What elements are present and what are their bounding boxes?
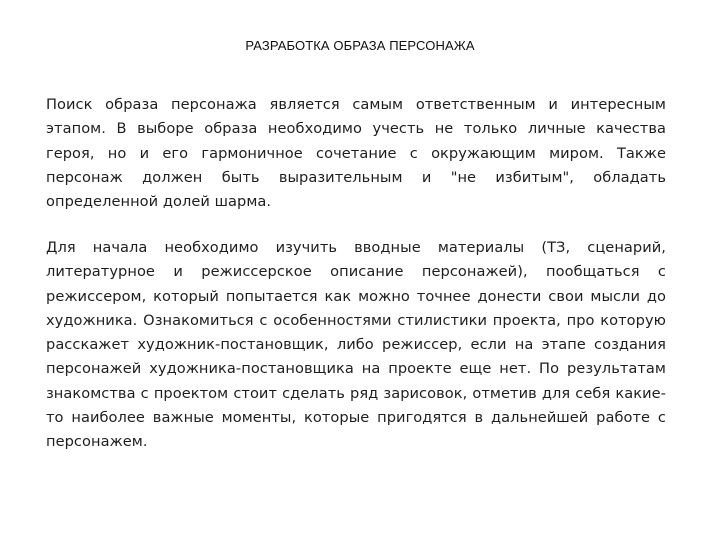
slide-title: РАЗРАБОТКА ОБРАЗА ПЕРСОНАЖА (245, 38, 475, 53)
paragraph-1: Поиск образа персонажа является самым ответственным и интересным этапом. В выборе образа необходимо учесть не только личные качества героя, но и его гармоничное сочетание с окружающим миром. Также персонаж должен быть выразительным и "не избитым", обладать определенной долей шарма. (46, 96, 666, 211)
paragraph-2: Для начала необходимо изучить вводные материалы (ТЗ, сценарий, литературное и режиссерское описание персонажей), пообщаться с режиссером, который попытается как можно точнее донести свои мысли до художника. Ознакомиться с особенностями стилистики проекта, про которую расскажет художник-постановщик, либо режиссер, если на этапе создания персонажей художника-постановщика на проекте еще нет. По результатам знакомства с проектом стоит сделать ряд зарисовок, отметив для себя какие-то наиболее важные моменты, которые пригодятся в дальнейшей работе с персонажем. (46, 239, 666, 451)
